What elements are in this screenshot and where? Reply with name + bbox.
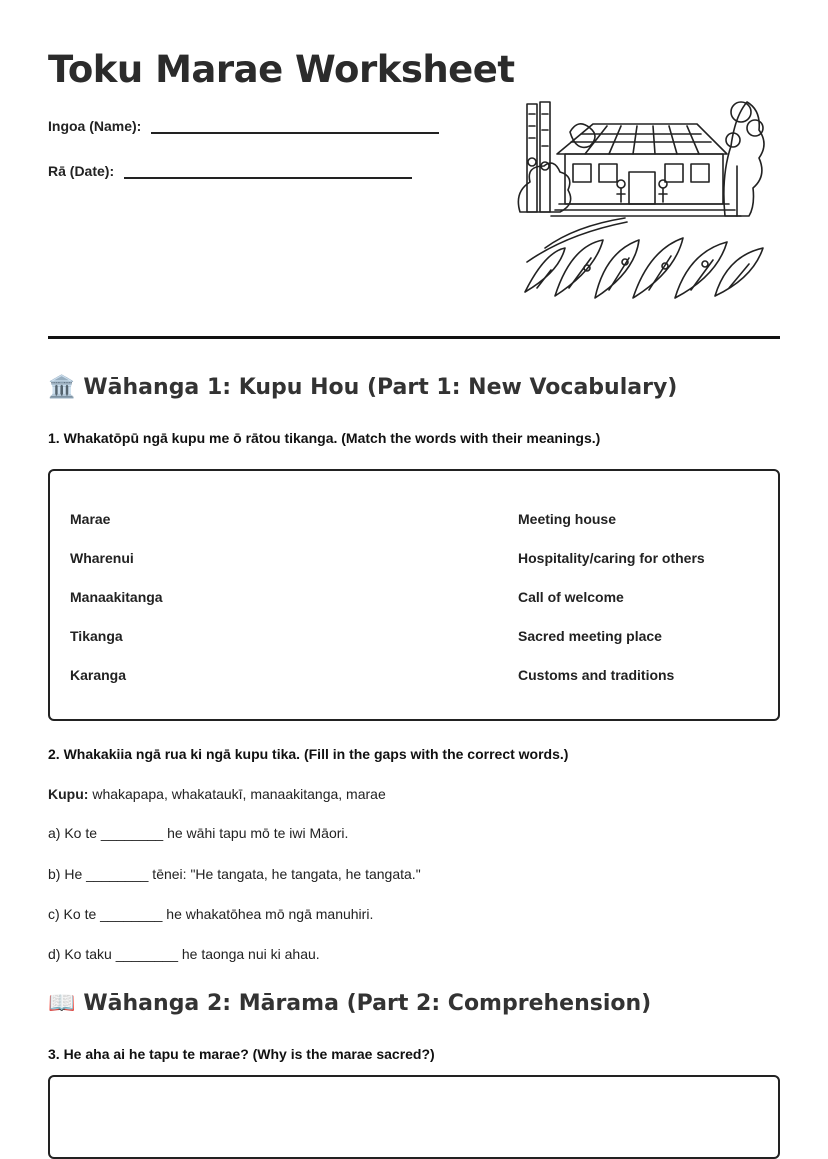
page-title: Toku Marae Worksheet: [48, 48, 515, 91]
name-field: [48, 118, 439, 134]
gap-sentence-b[interactable]: b) He ________ tēnei: "He tangata, he tangata, he tangata.": [48, 866, 421, 882]
name-label: Ingoa (Name):: [48, 118, 142, 134]
match-word[interactable]: Wharenui: [70, 550, 134, 566]
question-2: 2. Whakakiia ngā rua ki ngā kupu tika. (Fill in the gaps with the correct words.): [48, 746, 569, 762]
classical-building-icon: 🏛️: [48, 375, 76, 400]
header-divider: [48, 336, 780, 339]
matching-box: [48, 469, 780, 721]
marae-illustration: [515, 92, 773, 304]
gap-sentence-c[interactable]: c) Ko te ________ he whakatōhea mō ngā manuhiri.: [48, 906, 374, 922]
section1-title: [48, 375, 677, 400]
match-word[interactable]: Manaakitanga: [70, 589, 163, 605]
date-line[interactable]: [124, 176, 412, 179]
word-bank: [48, 786, 386, 802]
word-bank-label: Kupu:: [48, 786, 89, 802]
question-3: 3. He aha ai he tapu te marae? (Why is the marae sacred?): [48, 1046, 435, 1062]
word-column: [70, 509, 163, 704]
word-bank-list: whakapapa, whakataukī, manaakitanga, marae: [88, 786, 386, 802]
question-1: 1. Whakatōpū ngā kupu me ō rātou tikanga. (Match the words with their meanings.): [48, 430, 601, 446]
section1-title-text: Wāhanga 1: Kupu Hou (Part 1: New Vocabulary): [83, 375, 678, 400]
gap-sentence-d[interactable]: d) Ko taku ________ he taonga nui ki ahau.: [48, 946, 320, 962]
section2-title-text: Wāhanga 2: Mārama (Part 2: Comprehension): [83, 991, 652, 1016]
match-meaning[interactable]: Hospitality/caring for others: [518, 550, 705, 566]
gap-sentence-a[interactable]: a) Ko te ________ he wāhi tapu mō te iwi Māori.: [48, 825, 349, 841]
match-meaning[interactable]: Call of welcome: [518, 589, 624, 605]
answer-box-q3[interactable]: [48, 1075, 780, 1159]
match-meaning[interactable]: Meeting house: [518, 511, 617, 527]
date-label: Rā (Date):: [48, 163, 115, 179]
open-book-icon: 📖: [48, 991, 76, 1016]
match-meaning[interactable]: Customs and traditions: [518, 667, 675, 683]
match-word[interactable]: Marae: [70, 511, 111, 527]
match-word[interactable]: Karanga: [70, 667, 127, 683]
section2-title: [48, 991, 651, 1016]
match-word[interactable]: Tikanga: [70, 628, 123, 644]
name-line[interactable]: [151, 131, 439, 134]
match-meaning[interactable]: Sacred meeting place: [518, 628, 662, 644]
date-field: [48, 163, 412, 179]
meaning-column: [518, 509, 705, 704]
